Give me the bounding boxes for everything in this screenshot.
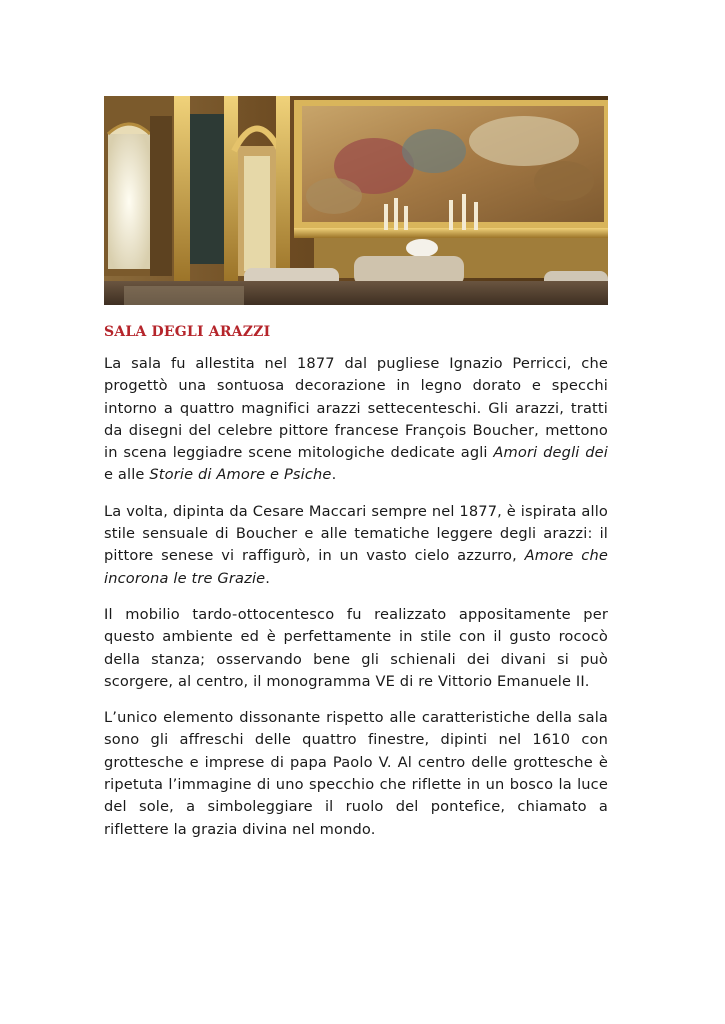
artwork-title: Amori degli dei	[493, 444, 609, 462]
paragraph-text: La volta, dipinta da Cesare Maccari sempre nel 1877, è ispirata allo stile sensuale di Boucher e alle tematiche leggere degli arazzi: il pittore senese vi raffigurò, in un vasto cielo azzurro,	[104, 502, 608, 565]
room-photo-illustration	[104, 96, 608, 305]
paragraph	[104, 604, 608, 693]
paragraph-text: Il mobilio tardo-ottocentesco fu realizzato appositamente per questo ambiente ed è perfettamente in stile con il gusto rococò della stanza; osservando bene gli schienali dei divani si può scorgere, al centro, il monogramma VE di re Vittorio Emanuele II.	[104, 605, 608, 690]
paragraph	[104, 501, 608, 590]
paragraph	[104, 353, 608, 487]
room-photo	[104, 96, 608, 305]
body-text	[104, 353, 608, 855]
paragraph-text: L’unico elemento dissonante rispetto alle caratteristiche della sala sono gli affreschi delle quattro finestre, dipinti nel 1610 con grottesche e imprese di papa Paolo V. Al centro delle grottesche è ripetuta l’immagine di uno specchio che riflette in un bosco la luce del sole, a simboleggiare il ruolo del pontefice, chiamato a riflettere la grazia divina nel mondo.	[104, 709, 608, 838]
artwork-title: Amore che incorona le tre Grazie	[104, 547, 608, 587]
paragraph-text: .	[265, 569, 271, 587]
paragraph-text: La sala fu allestita nel 1877 dal pugliese Ignazio Perricci, che progettò una sontuosa decorazione in legno dorato e specchi intorno a quattro magnifici arazzi settecenteschi. Gli arazzi, tratti da disegni del celebre pittore francese François Boucher, mettono in scena leggiadre scene mitologiche dedicate agli	[104, 355, 608, 462]
paragraph	[104, 707, 608, 841]
artwork-title: Storie di Amore e Psiche	[149, 466, 332, 484]
section-title: SALA DEGLI ARAZZI	[104, 324, 271, 340]
paragraph-text: .	[331, 466, 337, 484]
paragraph-text: e alle	[104, 466, 150, 484]
